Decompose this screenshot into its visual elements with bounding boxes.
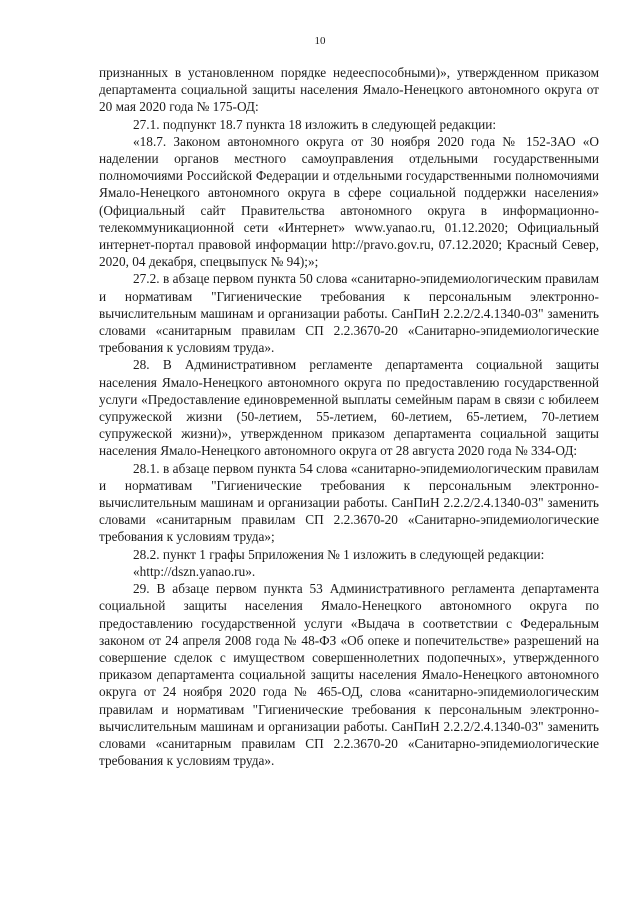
paragraph-28-2: 28.2. пункт 1 графы 5приложения № 1 изложить в следующей редакции: [133, 546, 545, 562]
paragraph-28: 28. В Административном регламенте департамента социальной защиты населения Ямало-Ненецкого автономного округа по предоставлению государственной услуги «Предоставление единовременной выплаты семейным парам в связи с юбилеем супружеской жизни (50-летием, 55-летием, 60-летием, 65-летием, 70-летием супружеской жизни)», утвержденном приказом департамента социальной защиты населения Ямало-Ненецкого автономного округа от 28 августа 2020 года № 334-ОД: [99, 357, 599, 459]
paragraph-intro-continuation: признанных в установленном порядке недееспособными)», утвержденном приказом департамента социальной защиты населения Ямало-Ненецкого автономного округа от 20 мая 2020 года № 175-ОД: [99, 65, 599, 115]
paragraph-29: 29. В абзаце первом пункта 53 Административного регламента департамента социальной защиты населения Ямало-Ненецкого автономного округа по предоставлению государственной услуги «Выдача в соответствии с Федеральным законом от 24 апреля 2008 года № 48-ФЗ «Об опеке и попечительстве» разрешений на совершение сделок с имуществом совершеннолетних подопечных», утвержденного приказом департамента социальной защиты населения Ямало-Ненецкого автономного округа от 24 ноября 2020 года № 465-ОД, слова «санитарно-эпидемиологическим правилам и нормативам "Гигиенические требования к персональным электронно-вычислительным машинам и организации работы. СанПиН 2.2.2/2.4.1340-03" заменить словами «санитарным правилам СП 2.2.3670-20 «Санитарно-эпидемиологические требования к условиям труда». [99, 581, 599, 769]
paragraph-28-1: 28.1. в абзаце первом пункта 54 слова «санитарно-эпидемиологическим правилам и нормативам "Гигиенические требования к персональным электронно-вычислительным машинам и организации работы. СанПиН 2.2.2/2.4.1340-03" заменить словами «санитарным правилам СП 2.2.3670-20 «Санитарно-эпидемиологические требования к условиям труда»; [99, 460, 599, 545]
paragraph-27-2: 27.2. в абзаце первом пункта 50 слова «санитарно-эпидемиологическим правилам и нормативам "Гигиенические требования к персональным электронно-вычислительным машинам и организации работы. СанПиН 2.2.2/2.4.1340-03" заменить словами «санитарным правилам СП 2.2.3670-20 «Санитарно-эпидемиологические требования к условиям труда». [99, 271, 599, 356]
paragraph-18-7-quote: «18.7. Законом автономного округа от 30 ноября 2020 года № 152-ЗАО «О наделении органов местного самоуправления отдельными государственными полномочиями Российской Федерации и отдельными государственными полномочиями Ямало-Ненецкого автономного округа в сфере социальной поддержки населения» (Официальный сайт Правительства автономного округа в информационно-телекоммуникационной сети «Интернет» www.yanao.ru, 01.12.2020; Официальный интернет-портал правовой информации http://pravo.gov.ru, 07.12.2020; Красный Север, 2020, 04 декабря, спецвыпуск № 94);»; [99, 133, 599, 270]
document-body [99, 64, 599, 769]
page-number: 10 [314, 35, 326, 47]
paragraph-url: «http://dszn.yanao.ru». [133, 563, 256, 579]
paragraph-27-1: 27.1. подпункт 18.7 пункта 18 изложить в следующей редакции: [133, 116, 497, 132]
